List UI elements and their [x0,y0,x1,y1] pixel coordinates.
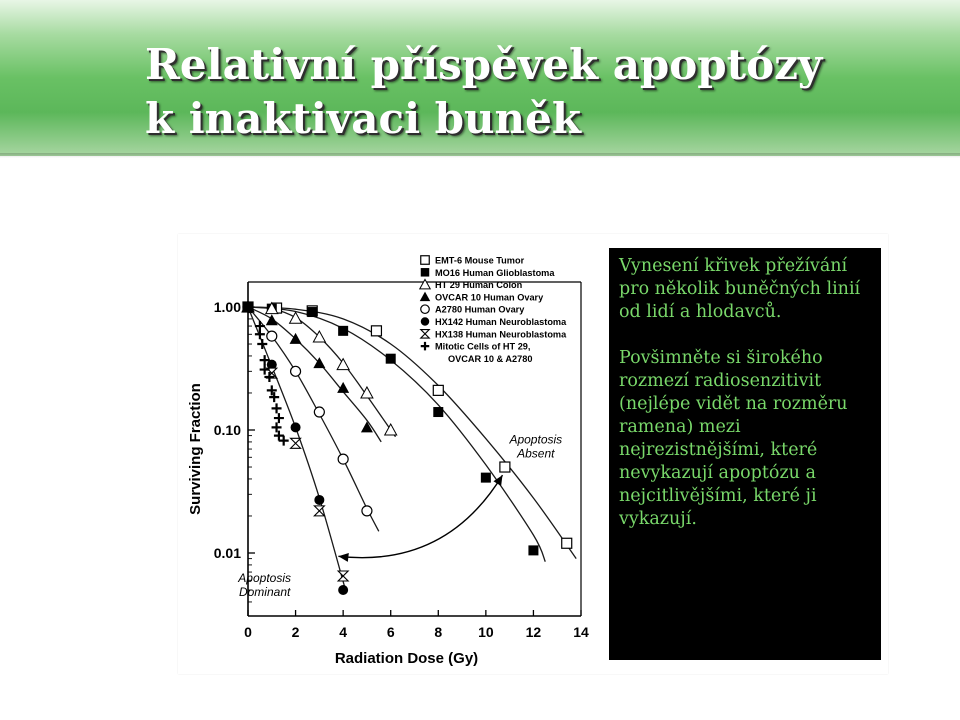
data-point-s1-5 [433,407,443,417]
annotation-0-line-1: Absent [517,446,555,461]
data-point-s7-1 [255,329,265,339]
legend-label-7-cont: OVCAR 10 & A2780 [448,353,533,364]
arrow-head-start [338,553,348,562]
data-point-s0-5 [500,462,510,472]
data-point-s7-8 [272,403,282,413]
legend-label-0: EMT-6 Mouse Tumor [435,255,525,266]
data-point-s2-2 [290,312,302,323]
data-point-s1-7 [528,545,538,555]
data-point-s5-0 [243,302,253,312]
data-point-s5-4 [338,585,348,595]
x-axis-title: Radiation Dose (Gy) [334,650,479,667]
legend-marker-6 [421,330,430,339]
data-point-s1-2 [307,307,317,317]
data-point-s5-2 [291,422,301,432]
legend-label-1: MO16 Human Glioblastoma [435,267,555,278]
x-tick-label-1: 2 [291,624,300,640]
x-tick-label-6: 12 [525,624,542,640]
legend-label-6: HX138 Human Neuroblastoma [435,329,567,340]
data-point-s1-6 [481,473,491,483]
data-point-s7-11 [274,431,284,441]
legend-marker-0 [421,256,430,265]
data-point-s4-1 [267,331,277,341]
legend-label-5: HX142 Human Neuroblastoma [435,317,567,327]
x-tick-label-7: 14 [573,624,589,640]
data-point-s2-6 [385,424,397,435]
x-tick-label-5: 10 [478,624,494,640]
legend-label-7: Mitotic Cells of HT 29, [435,341,531,352]
legend-marker-3 [420,292,431,302]
data-point-s0-4 [433,385,443,395]
data-point-s0-3 [371,326,381,336]
annotation-1-line-1: Dominant [238,585,291,600]
x-tick-label-4: 8 [434,624,443,640]
data-point-s4-3 [314,407,324,417]
x-tick-label-0: 0 [244,624,252,640]
data-point-s7-9 [274,413,284,423]
slide-title [145,38,925,146]
data-point-s4-2 [291,366,301,376]
data-point-s5-3 [314,495,324,505]
y-tick-label-1: 0.10 [213,422,241,438]
data-point-s6-1 [291,438,301,448]
x-tick-label-2: 4 [339,624,348,640]
data-point-s7-2 [257,339,267,349]
legend-marker-5 [421,317,430,326]
legend-label-3: OVCAR 10 Human Ovary [435,292,544,303]
legend-marker-4 [421,305,430,314]
data-point-s7-10 [272,422,282,432]
legend-label-4: A2780 Human Ovary [435,304,525,315]
data-point-s7-12 [279,436,289,446]
explanation-box [609,248,881,660]
legend-marker-1 [421,268,430,277]
data-point-s0-6 [562,538,572,548]
data-point-s2-4 [337,359,349,370]
data-point-s2-5 [361,387,373,398]
arrow-curve [338,475,502,558]
data-point-s4-4 [338,454,348,464]
annotation-1-line-0: Apoptosis [238,571,292,586]
slide-title-line-1: Relativní příspěvek apoptózy [145,40,823,89]
data-point-s4-5 [362,506,372,516]
legend-marker-2 [420,279,431,289]
data-point-s6-3 [338,571,348,581]
data-point-s7-7 [269,392,279,402]
explanation-paragraph-1: Vynesení křivek přežívání pro několik buněčných linií od lidí a hlodavců. [619,256,861,322]
data-point-s1-4 [386,354,396,364]
data-point-s7-6 [267,385,277,395]
y-tick-label-2: 0.01 [213,545,241,561]
explanation-paragraph-2: Povšimněte si širokého rozmezí radiosenzitivit (nejlépe vidět na rozměru ramena) mezi nejrezistnějšími, které nevykazují apoptózu a nejcitlivějšími, které ji vykazují. [619,348,848,529]
y-tick-label-0: 1.00 [213,299,241,315]
data-point-s7-5 [264,372,274,382]
legend-marker-7 [421,342,430,351]
slide-title-line-2: k inaktivaci buněk [145,94,581,143]
title-banner-shadow [0,153,960,158]
annotation-0-line-0: Apoptosis [509,432,563,447]
data-point-s1-3 [338,326,348,336]
fit-curve-4 [248,307,379,531]
y-axis-title: Surviving Fraction [187,383,204,515]
legend-label-2: HT 29 Human Colon [435,280,523,291]
x-tick-label-3: 6 [386,624,395,640]
